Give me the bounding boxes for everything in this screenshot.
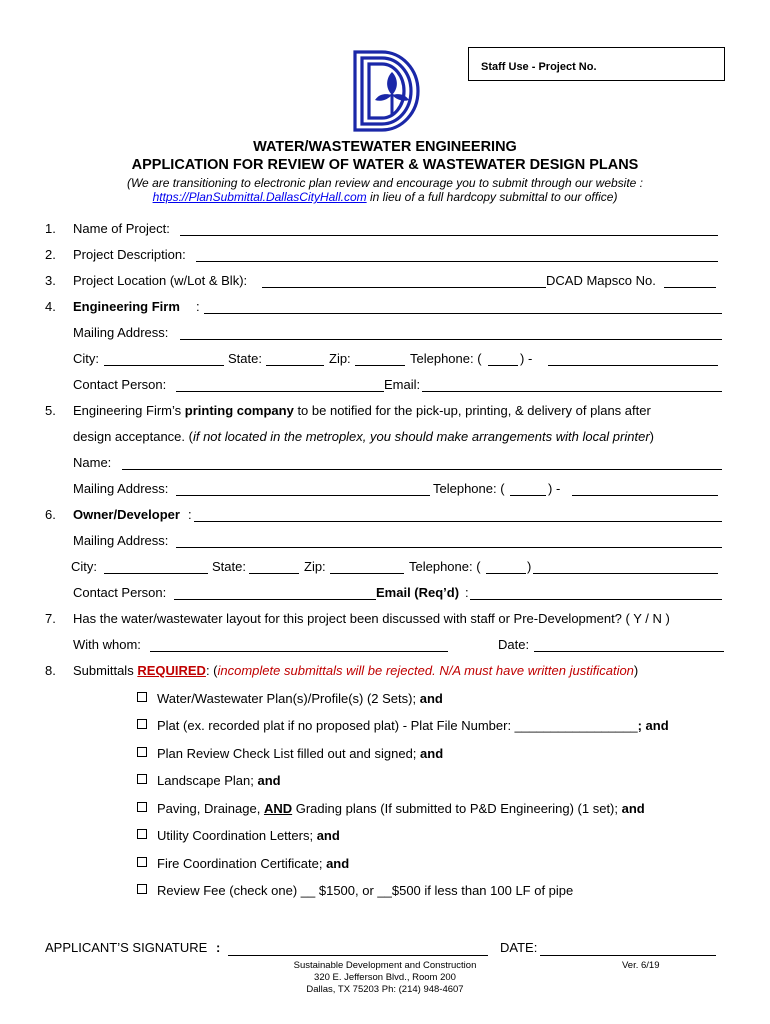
item-number: 7. <box>45 611 56 626</box>
contact-person-label: Contact Person: <box>73 585 167 600</box>
checklist-and-underlined: AND <box>263 801 293 816</box>
contact-person-label: Contact Person: <box>73 377 167 392</box>
submittals-required <box>73 663 638 678</box>
signature-date-field[interactable] <box>540 943 716 956</box>
telephone-separator: ) <box>527 559 532 574</box>
submittals-colon: : ( <box>205 663 218 678</box>
owner-developer-field[interactable] <box>194 509 722 522</box>
staff-project-number-box[interactable] <box>468 47 725 81</box>
printer-text-b: printing company <box>184 403 294 418</box>
form-title: WATER/WASTEWATER ENGINEERING <box>253 139 517 155</box>
project-location-label: Project Location (w/Lot & Blk): <box>73 273 248 288</box>
firm-email-field[interactable] <box>422 379 722 392</box>
item-number: 8. <box>45 663 56 678</box>
checklist-item <box>0 773 770 793</box>
owner-mailing-row <box>0 533 770 553</box>
telephone-label: Telephone: ( <box>409 559 481 574</box>
printer-text-d: design acceptance. ( <box>73 429 193 444</box>
checklist-item <box>0 691 770 711</box>
printer-text-e: if not located in the metroplex, you should make arrangements with local printer <box>192 429 650 444</box>
zip-label: Zip: <box>329 351 351 366</box>
item-number: 3. <box>45 273 56 288</box>
printer-phone-field[interactable] <box>572 483 718 496</box>
owner-city-row <box>0 559 770 579</box>
zip-label: Zip: <box>304 559 326 574</box>
firm-mailing-field[interactable] <box>180 327 722 340</box>
printer-area-code-field[interactable] <box>510 483 546 496</box>
printer-text-a: Engineering Firm’s <box>73 403 185 418</box>
firm-zip-field[interactable] <box>355 353 405 366</box>
item-3-row <box>0 273 770 293</box>
owner-contact-row: Contact Person: Email (Req’d) : <box>0 585 770 605</box>
checklist-and: and <box>621 801 645 816</box>
owner-email-field[interactable] <box>470 587 722 600</box>
item-8-row <box>0 663 770 683</box>
checkbox[interactable] <box>137 857 147 867</box>
date-label: Date: <box>498 637 530 652</box>
signature-label: APPLICANT’S SIGNATURE <box>45 940 208 955</box>
name-label: Name: <box>73 455 112 470</box>
telephone-separator: ) - <box>548 481 561 496</box>
checklist-text: Utility Coordination Letters; <box>157 828 317 843</box>
project-description-field[interactable] <box>196 249 718 262</box>
printer-text-c: to be notified for the pick-up, printing, & delivery of plans after <box>293 403 651 418</box>
owner-state-field[interactable] <box>249 561 299 574</box>
item-5-row-2 <box>0 429 770 449</box>
footer-line-3: Dallas, TX 75203 Ph: (214) 948-4607 <box>306 984 464 995</box>
owner-contact-field[interactable] <box>174 587 376 600</box>
printer-instructions-2 <box>73 429 654 444</box>
checkbox[interactable] <box>137 802 147 812</box>
email-required-label: Email (Req’d) <box>376 585 460 600</box>
staff-project-label: Staff Use - Project No. <box>481 61 597 73</box>
firm-contact-field[interactable] <box>176 379 384 392</box>
submittals-text: Submittals <box>73 663 138 678</box>
owner-mailing-field[interactable] <box>176 535 722 548</box>
checklist-item <box>0 883 770 903</box>
signature-date-label: DATE: <box>500 940 538 955</box>
item-number: 2. <box>45 247 56 262</box>
mapsco-field[interactable] <box>664 275 716 288</box>
firm-phone-field[interactable] <box>548 353 718 366</box>
checkbox[interactable] <box>137 692 147 702</box>
firm-city-field[interactable] <box>104 353 224 366</box>
version-label: Ver. 6/19 <box>622 960 660 971</box>
intro-line-2 <box>0 190 770 204</box>
firm-area-code-field[interactable] <box>488 353 518 366</box>
item-2-row <box>0 247 770 267</box>
owner-area-code-field[interactable] <box>486 561 526 574</box>
telephone-label: Telephone: ( <box>410 351 482 366</box>
firm-state-field[interactable] <box>266 353 324 366</box>
intro-line-1: (We are transitioning to electronic plan review and encourage you to submit through our website : <box>126 176 644 190</box>
item-1-row <box>0 221 770 241</box>
item-6-row: 6. Owner/Developer : <box>0 507 770 527</box>
checklist-item <box>0 856 770 876</box>
city-label: City: <box>71 559 97 574</box>
state-label: State: <box>228 351 262 366</box>
footer-line-2: 320 E. Jefferson Blvd., Room 200 <box>314 972 456 983</box>
owner-zip-field[interactable] <box>330 561 404 574</box>
checklist-text: Review Fee (check one) __ $1500, or __$500 if less than 100 LF of pipe <box>157 883 574 898</box>
checkbox[interactable] <box>137 747 147 757</box>
checkbox[interactable] <box>137 774 147 784</box>
engineering-firm-label: Engineering Firm <box>73 299 180 314</box>
item-5-row <box>0 403 770 423</box>
checklist-and: and <box>419 691 443 706</box>
intro-line-2-text: in lieu of a full hardcopy submittal to our office) <box>366 190 618 204</box>
printer-name-field[interactable] <box>122 457 722 470</box>
firm-contact-row <box>0 377 770 397</box>
with-whom-row <box>0 637 770 657</box>
project-location-field[interactable] <box>262 275 546 288</box>
checklist-text: Fire Coordination Certificate; <box>157 856 327 871</box>
checklist-text: Plan Review Check List filled out and signed; <box>157 746 421 761</box>
project-name-field[interactable] <box>180 223 718 236</box>
checklist-item <box>0 828 770 848</box>
item-number: 5. <box>45 403 56 418</box>
mailing-address-label: Mailing Address: <box>73 533 169 548</box>
telephone-separator: ) - <box>520 351 533 366</box>
checklist-item <box>0 801 770 821</box>
submittals-close: ) <box>633 663 639 678</box>
owner-developer-label: Owner/Developer <box>73 507 180 522</box>
with-whom-field[interactable] <box>150 639 448 652</box>
dallas-logo <box>352 48 432 134</box>
checklist-text: Water/Wastewater Plan(s)/Profile(s) (2 Sets); <box>157 691 420 706</box>
mailing-address-label: Mailing Address: <box>73 481 169 496</box>
checkbox[interactable] <box>137 829 147 839</box>
city-label: City: <box>73 351 99 366</box>
project-name-label: Name of Project: <box>73 221 170 236</box>
footer-line-1: Sustainable Development and Construction <box>293 960 477 971</box>
engineering-firm-field[interactable] <box>204 301 722 314</box>
firm-mailing-row <box>0 325 770 345</box>
state-label: State: <box>212 559 246 574</box>
signature-row: APPLICANT’S SIGNATURE : DATE: <box>0 940 770 960</box>
checklist-text: Grading plans (If submitted to P&D Engineering) (1 set); <box>292 801 622 816</box>
with-whom-label: With whom: <box>73 637 141 652</box>
checkbox[interactable] <box>137 719 147 729</box>
form-subtitle: APPLICATION FOR REVIEW OF WATER & WASTEWATER DESIGN PLANS <box>131 157 639 173</box>
checklist-text-pre: Paving, Drainage, <box>157 801 264 816</box>
required-text: REQUIRED <box>137 663 206 678</box>
printer-mailing-field[interactable] <box>176 483 430 496</box>
owner-city-field[interactable] <box>104 561 208 574</box>
owner-phone-field[interactable] <box>533 561 718 574</box>
printer-instructions <box>73 403 651 418</box>
checkbox[interactable] <box>137 884 147 894</box>
checklist-and: and <box>257 773 281 788</box>
checklist-and: ; and <box>637 718 669 733</box>
signature-field[interactable] <box>228 943 488 956</box>
item-4-row: 4. Engineering Firm : <box>0 299 770 319</box>
item-number: 6. <box>45 507 56 522</box>
discussion-date-field[interactable] <box>534 639 724 652</box>
checklist-text: Plat (ex. recorded plat if no proposed plat) - Plat File Number: _________________ <box>157 718 638 733</box>
checklist-and: and <box>420 746 444 761</box>
printer-name-row <box>0 455 770 475</box>
printer-mailing-row <box>0 481 770 501</box>
discussed-question: Has the water/wastewater layout for this project been discussed with staff or Pre-Development? ( Y / N ) <box>73 611 670 626</box>
telephone-label: Telephone: ( <box>433 481 505 496</box>
plan-submittal-link[interactable]: https://PlanSubmittal.DallasCityHall.com <box>152 190 367 204</box>
mailing-address-label: Mailing Address: <box>73 325 169 340</box>
checklist-item <box>0 746 770 766</box>
checklist-text: Landscape Plan; <box>157 773 258 788</box>
mapsco-label: DCAD Mapsco No. <box>546 273 656 288</box>
firm-city-row <box>0 351 770 371</box>
checklist-and: and <box>326 856 350 871</box>
printer-text-f: ) <box>649 429 654 444</box>
email-label: Email: <box>384 377 421 392</box>
item-number: 4. <box>45 299 56 314</box>
checklist-and: and <box>316 828 340 843</box>
item-number: 1. <box>45 221 56 236</box>
project-description-label: Project Description: <box>73 247 186 262</box>
rejected-note: incomplete submittals will be rejected. N/A must have written justification <box>217 663 634 678</box>
item-7-row <box>0 611 770 631</box>
checklist-item <box>0 718 770 738</box>
